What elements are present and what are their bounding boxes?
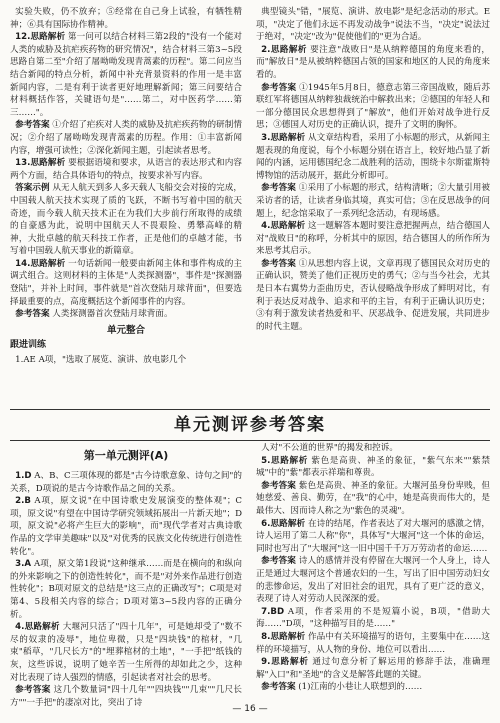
- watermark: [372, 690, 492, 718]
- lower-right-paragraph: 人对"不公道的世界"的揭发和控诉。: [261, 443, 398, 453]
- upper-left-paragraph: 参考答案 人类探测器首次登陆月球背面。: [15, 309, 173, 320]
- lower-left-paragraph: 2.B A项，原文说"在中国诗歌史发展演变的整体观"；C项，原文说"有望在中国诗学研究领域拓展出一片新天地"；D项，原文说"必将产生巨大的影响"，而"现代学者对古典诗歌作品的文学审美趣味"以及"对优秀的民族文化传统进行创造性转化"。: [10, 496, 242, 557]
- lower-left-column: [10, 442, 242, 708]
- lower-right-paragraph: 5.思路解析 紫色是高贵、神圣的象征，"紫气东来""紫禁城"中的"紫"都表示祥瑞和尊贵。: [256, 455, 490, 479]
- upper-right-paragraph: 参考答案 ①采用了小标题的形式，结构清晰；②大量引用被采访者的话，让读者身临其境，真实可信；③在反思战争的问题上，纪念馆采取了一系列纪念活动，有现场感。: [256, 183, 490, 219]
- lower-right-paragraph: 9.思路解析 通过句意分析了解运用的修辞手法，准确理解"入口"和"圣地"的含义是解答此题的关键。: [256, 657, 490, 680]
- upper-right-paragraph: 4.思路解析 这一题解答本题时要注意把握两点，结合德国人对"战败日"的称呼，分析其中的原因，结合德国人的所作所为来思考其启示。: [256, 221, 491, 257]
- upper-left-column: [10, 6, 242, 406]
- unit-test-answers-banner: 单元测评参考答案: [10, 409, 490, 441]
- lower-right-paragraph: 参考答案 (1)江南的小巷让人联想到的……: [261, 682, 423, 693]
- upper-left-paragraph: 答案示例 从无人航天到多人多天载人飞船交会对接的完成，中国载人航天技术实现了质的飞跃，不断书写着中国的航天奇迹，而今载人航天技术正在为我们大步前行所取得的成绩的自豪感为此，说明中国航天人不畏艰险、勇攀高峰的精神，大批卓越的航天科技工作者，正是他们的卓越才能，书写着中国载人航天事业的新篇章。: [10, 183, 242, 257]
- lower-left-paragraph: 参考答案 这几个数量词"四十几年""四块钱""几束""几尺长方""一手把"的凄凉对比，突出了诗: [10, 685, 242, 708]
- upper-right-paragraph: 参考答案 ①从思想内容上说，文章再现了德国民众对历史的正确认识，赞美了他们正视历史的勇气；②与当今社会，尤其是日本右翼势力歪曲历史，否认侵略战争形成了鲜明对比，有利于表达反对战争、追求和平的主旨，有利于正确认识历史；③有利于激发读者热爱和平、厌恶战争、促进发展，共同进步的时代主题。: [256, 258, 490, 332]
- page-number: — 16 —: [232, 704, 268, 714]
- upper-right-paragraph: 典型镜头"错，"展览、演讲、放电影"是纪念活动的形式。E项，"决定了他们永远不再发动战争"说法不当，"决定"说法过于绝对，"决定"改为"促使他们的"更为合适。: [256, 7, 490, 43]
- lower-left-paragraph: 1.D A、B、C三项体现的都是"古今诗歌意象、诗句之间"的关系，D项说的是古今诗歌作品之间的关系。: [10, 471, 242, 494]
- upper-left-paragraph: 12.思路解析 第一问可以结合材料三第2段的"没有一个能对人类的威胁及抗疟疾药物的研究情况"，结合材料三第3~5段思路自第二至"介绍了屠呦呦发现青蒿素的历程"。第二问应当结合新闻的特点分析，新闻中补充背景资料的作用一是丰富新闻内容，二是有利于读者更好地理解新闻；第三问要结合材料概括作答，关键语句是"……第二，对中医药学……第三……"。: [10, 32, 242, 118]
- upper-left-paragraph: 14.思路解析 一句话新闻一般要由新闻主体和事件构成的主调式组合。这则材料的主体是"人类探测器"，事件是"探测器登陆"，并补上时间，事件就是"首次登陆月球背面"，但要选择最重要的点，高度概括这个新闻事件的内容。: [10, 258, 242, 307]
- upper-right-paragraph: 2.思路解析 要注意"战败日"是从纳粹德国的角度来看的，而"解放日"是从被纳粹德国占领的国家和地区的人民的角度来看的。: [256, 44, 490, 80]
- upper-right-paragraph: 参考答案 ①1945年5月8日，德意志第三帝国战败，随后苏联红军将德国从纳粹独裁统治中解救出来；②德国的年轻人和一部分德国民众思想得到了"解放"，他们开始对战争进行反思；③德国人对历史的正确认识，提升了文明的胸怀。: [256, 82, 490, 131]
- lower-left-paragraph: 3.A A项，原文第1段说"这种继承……而是在横向的和纵向的外来影响之下的创造性转化"，而不是"对外来作品进行创造性转化"；B项对原文的总结是"这三点的正确改写"；C项是对第4、5段相关内容的综合；D项对第3~5段内容的正确分析。: [10, 559, 242, 620]
- lower-right-paragraph: 7.BD A项，作者采用的不是短篇小说，B项，"借助大海……"D项，"这种描写目的是……": [256, 606, 490, 630]
- follow-up-training-heading: 跟进训练: [10, 340, 47, 351]
- upper-right-paragraph: 3.思路解析 从文章结构看，采用了小标题的形式，从新闻主题表现的角度说，每个小标题分别在语言上，较好地凸显了新闻的内涵，运用德国纪念二战胜利的活动，围绕卡尔斯霍斯特博物馆的活动展开，据此分析即可。: [256, 132, 491, 181]
- lower-right-paragraph: 6.思路解析 在诗的结尾，作者表达了对大堰河的感激之情，诗人运用了第二人称"你"，具体写"大堰河"这一个体的命运，同时也写出了"大堰河"这一旧中国千千万万劳动者的命运……: [256, 518, 491, 554]
- lower-right-paragraph: 参考答案 紫色是高贵、神圣的象征。大堰河虽身份卑贱，但她慈爱、善良、勤劳，在"我"的心中，她是高贵而伟大的，是最伟大、因而诗人称之为"紫色的灵魂"。: [256, 480, 490, 516]
- upper-left-paragraph: 参考答案 ①介绍了疟疾对人类的威胁及抗疟疾药物的研制情况；②介绍了屠呦呦发现青蒿素的历程。作用：①丰富新闻内容，增强可读性；②深化新闻主题，引起读者思考。: [10, 120, 242, 156]
- lower-right-paragraph: 参考答案 诗人的感情并没有停留在大堰河一个人身上，诗人正是通过大堰河这个普通农妇的一生，写出了旧中国劳动妇女的悲惨命运，发出了对旧社会的诅咒，具有了更广泛的意义，表现了诗人对劳动人民深深的爱。: [256, 556, 490, 605]
- question-1-start: 1.AE A项，"选取了展览、演讲、放电影几个: [15, 355, 187, 366]
- upper-left-paragraph: 13.思路解析 要根据语境和要求，从语言的表达形式和内容两个方面，结合具体语句的特点，按要求补写内容。: [10, 158, 242, 181]
- lower-left-paragraph: 4.思路解析 大堰河只活了"四十几年"，可是她却受了"数不尽的奴隶的凌辱"，地位卑微，只是"四块钱"的棺材，"几束"稻草，"几尺长方"的"埋葬棺材的土地"，"一手把"纸钱的灰，这些诉说，说明了她辛苦一生所得的却如此之少，这种对比表现了诗人强烈的情感，引起读者对社会的思考。: [10, 622, 242, 683]
- upper-right-column: [256, 6, 490, 406]
- lower-right-column: [256, 442, 490, 700]
- unit-integration-heading: 单元整合: [106, 324, 145, 336]
- upper-left-paragraph: 实验失败，仍不放弃；⑤经常在自己身上试验，有牺牲精神；⑥具有国际协作精神。: [10, 7, 242, 30]
- unit-one-test-a-heading: 第一单元测评(A): [83, 449, 169, 462]
- lower-right-paragraph: 8.思路解析 作品中有关环境描写的语句，主要集中在……这样的环境描写，从人物的身份、地位可以看出……: [256, 631, 491, 655]
